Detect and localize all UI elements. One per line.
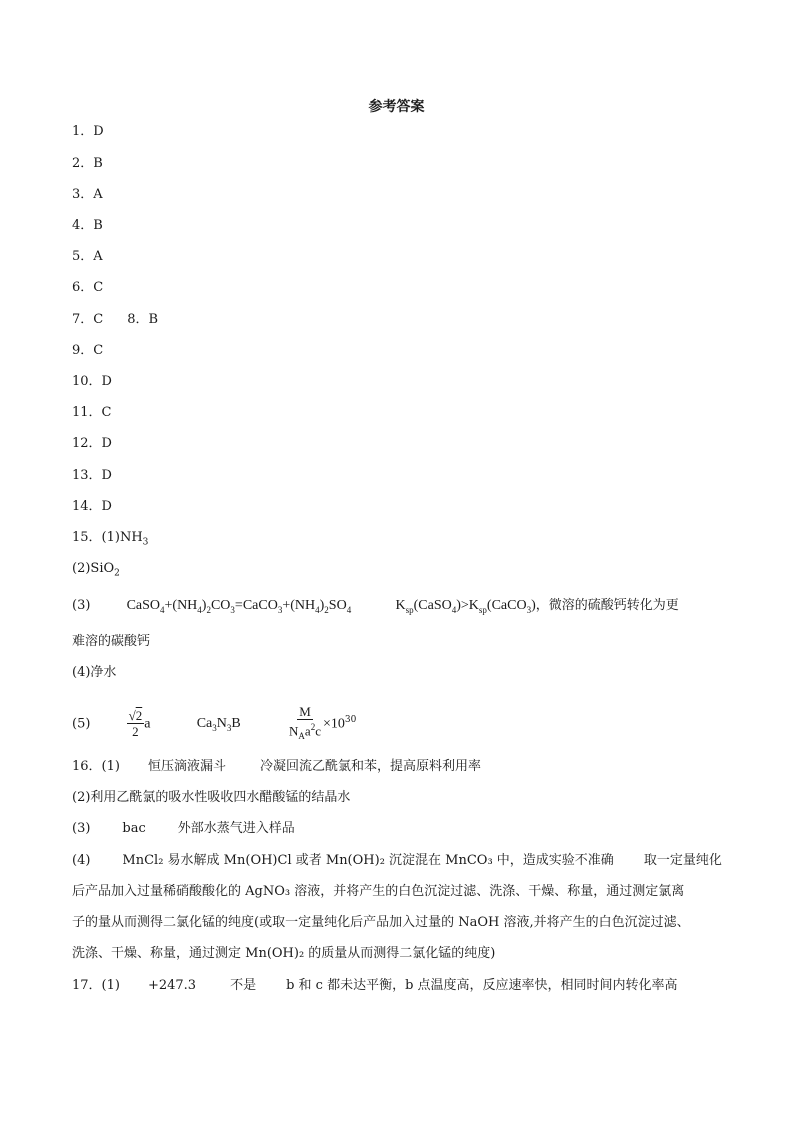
q16-part4-line2: 后产品加入过量稀硝酸酸化的 AgNO₃ 溶液，并将产生的白色沉淀过滤、洗涤、干燥、称量，通过测定氯离 — [72, 884, 685, 899]
q15-part5: (5) $\frac{√2}{2}$ a $Ca_3N_3B$ $\frac{M}{N_Aa^2c}$ $\times 10^{30}$ — [72, 703, 356, 745]
q15-part2: (2)SiO$_2$ — [72, 561, 120, 579]
answer-line: 7．C 8．B — [72, 312, 159, 327]
answer-line: 12．D — [72, 436, 112, 451]
answer-line: 13．D — [72, 468, 112, 483]
q16-part4-line1: (4) MnCl₂ 易水解成 Mn(OH)Cl 或者 Mn(OH)₂ 沉淀混在 MnCO₃ 中，造成实验不准确 取一定量纯化 — [72, 853, 722, 868]
answer-line: 2．B — [72, 156, 103, 171]
answer-line: 6．C — [72, 280, 104, 295]
q16-part3: (3) bac 外部水蒸气进入样品 — [72, 821, 295, 836]
q15-part1: 15．$(1)NH_3$ — [72, 530, 149, 548]
ksp-comparison: $K_{sp}(CaSO_4)>K_{sp}(CaCO_3)$ — [395, 598, 536, 615]
q15-part4: (4)净水 — [72, 665, 117, 680]
page-title: 参考答案 — [368, 99, 425, 115]
answer-line: 11．C — [72, 405, 112, 420]
answer-line: 5．A — [72, 249, 103, 264]
reaction-equation: $CaSO_4+(NH_4)_2CO_3=CaCO_3+(NH_4)_2SO_4$ — [126, 598, 352, 615]
q15-part3: (3) $CaSO_4+(NH_4)_2CO_3=CaCO_3+(NH_4)_2SO_4$ $K_{sp}(CaSO_4)>K_{sp}(CaCO_3)$，微溶的硫酸钙转化为更 — [72, 598, 679, 615]
density-fraction: $\frac{M}{N_Aa^2c}$ — [289, 703, 321, 741]
q16-part4-line3: 子的量从而测得二氯化锰的纯度(或取一定量纯化后产品加入过量的 NaOH 溶液,并将产生的白色沉淀过滤、 — [72, 915, 690, 930]
answer-line: 3．A — [72, 187, 103, 202]
answer-line: 9．C — [72, 343, 104, 358]
answer-line: 10．D — [72, 374, 112, 389]
q17-part1: 17．(1) +247.3 不是 b 和 c 都未达平衡，b 点温度高，反应速率快，相同时间内转化率高 — [72, 978, 678, 993]
q16-part2: (2)利用乙酰氯的吸水性吸收四水醋酸锰的结晶水 — [72, 790, 351, 805]
q16-part1: 16．(1) 恒压滴液漏斗 冷凝回流乙酰氯和苯，提高原料利用率 — [72, 759, 481, 774]
answer-line: 4．B — [72, 218, 103, 233]
answer-line: 14．D — [72, 499, 112, 514]
formula: $Ca_3N_3B$ — [196, 716, 241, 734]
answer-line: 1．D — [72, 124, 104, 139]
q15-part3-cont: 难溶的碳酸钙 — [72, 634, 151, 649]
q16-part4-line4: 洗涤、干燥、称量，通过测定 Mn(OH)₂ 的质量从而测得二氯化锰的纯度) — [72, 946, 496, 961]
sqrt2-fraction: $\frac{√2}{2}$ — [128, 708, 143, 740]
